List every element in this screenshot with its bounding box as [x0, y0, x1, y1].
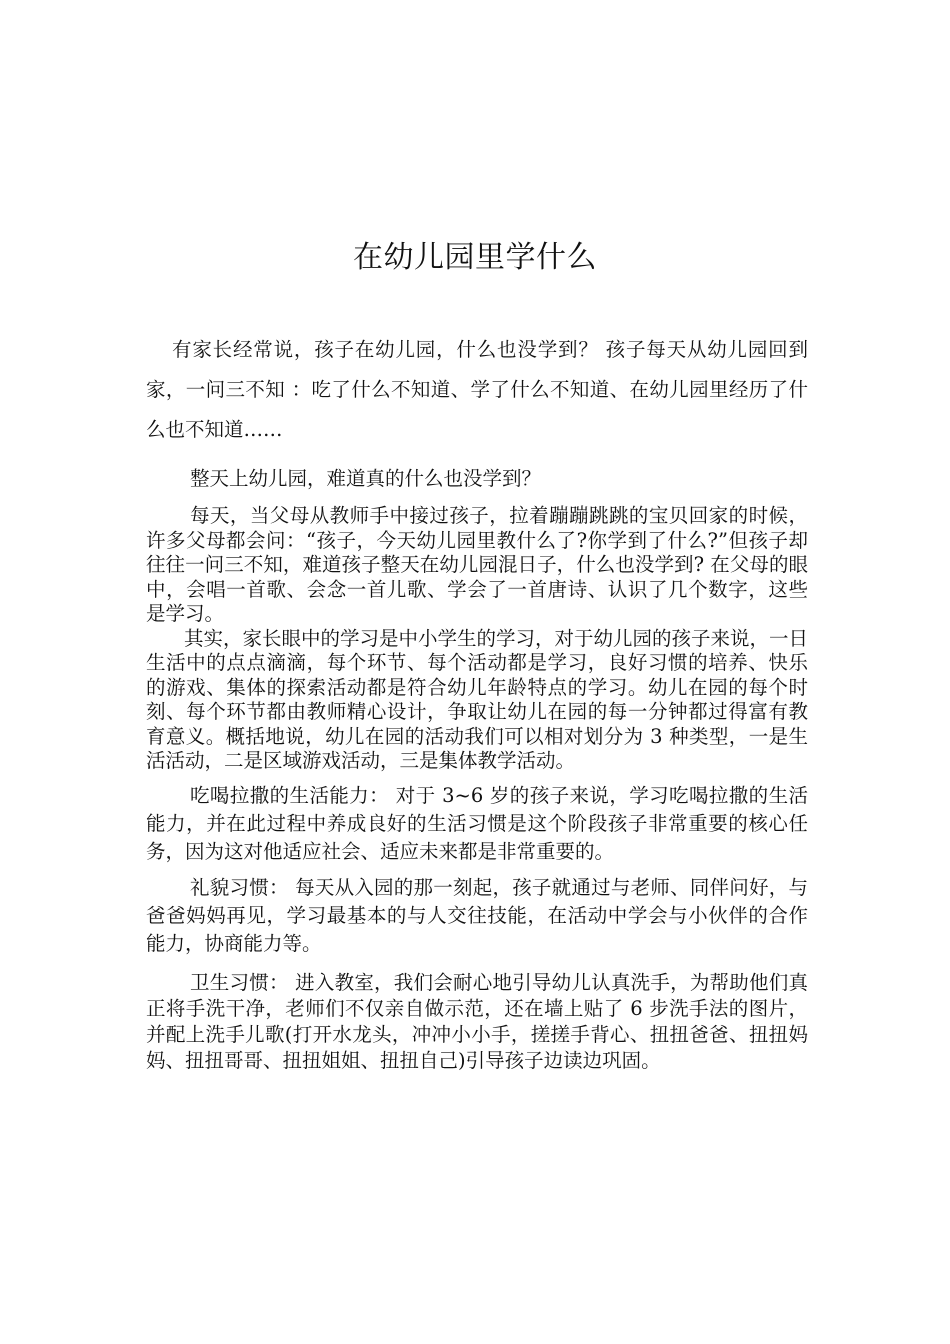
paragraph-question: 整天上幼儿园，难道真的什么也没学到？: [190, 467, 542, 490]
paragraph-activity-types: 其实，家长眼中的学习是中小学生的学习，对于幼儿园的孩子来说，一日生活中的点点滴滴，每个环节、每个活动都是学习，良好习惯的培养、快乐的游戏、集体的探索活动都是符合幼儿年龄特点的学习。幼儿在园的每个时刻、每个环节都由教师精心设计，争取让幼儿在园的每一分钟都过得富有教育意义。概括地说，幼儿在园的活动我们可以相对划分为 3 种类型，一是生活活动，二是区域游戏活动，三是集体教学活动。: [146, 626, 809, 772]
paragraph-manners: 礼貌习惯： 每天从入园的那一刻起，孩子就通过与老师、同伴问好，与爸爸妈妈再见，学习最基本的与人交往技能，在活动中学会与小伙伴的合作能力，协商能力等。: [146, 875, 808, 955]
paragraph-life-skills: 吃喝拉撒的生活能力： 对于 3~6 岁的孩子来说，学习吃喝拉撒的生活能力，并在此过程中养成良好的生活习惯是这个阶段孩子非常重要的核心任务，因为这对他适应社会、适应未来都是非常重要的。: [146, 783, 808, 863]
document-title: 在幼儿园里学什么: [353, 240, 597, 275]
paragraph-intro: 有家长经常说，孩子在幼儿园，什么也没学到？ 孩子每天从幼儿园回到家，一问三不知 ：吃了什么不知道、学了什么不知道、在幼儿园里经历了什么也不知道……: [146, 338, 808, 441]
paragraph-parents-ask: 每天，当父母从教师手中接过孩子，拉着蹦蹦跳跳的宝贝回家的时候，许多父母都会问：“孩子，今天幼儿园里教什么了?你学到了什么?”但孩子却往往一问三不知，难道孩子整天在幼儿园混日子，什么也没学到? 在父母的眼中，会唱一首歌、会念一首儿歌、学会了一首唐诗、认识了几个数字，这些是学习。: [146, 504, 808, 625]
paragraph-hygiene: 卫生习惯： 进入教室，我们会耐心地引导幼儿认真洗手，为帮助他们真正将手洗干净，老师们不仅亲自做示范，还在墙上贴了 6 步洗手法的图片，并配上洗手儿歌(打开水龙头，冲冲小小手，搓搓手背心、扭扭爸爸、扭扭妈妈、扭扭哥哥、扭扭姐姐、扭扭自己)引导孩子边读边巩固。: [146, 970, 808, 1072]
document-body: [146, 330, 808, 1074]
